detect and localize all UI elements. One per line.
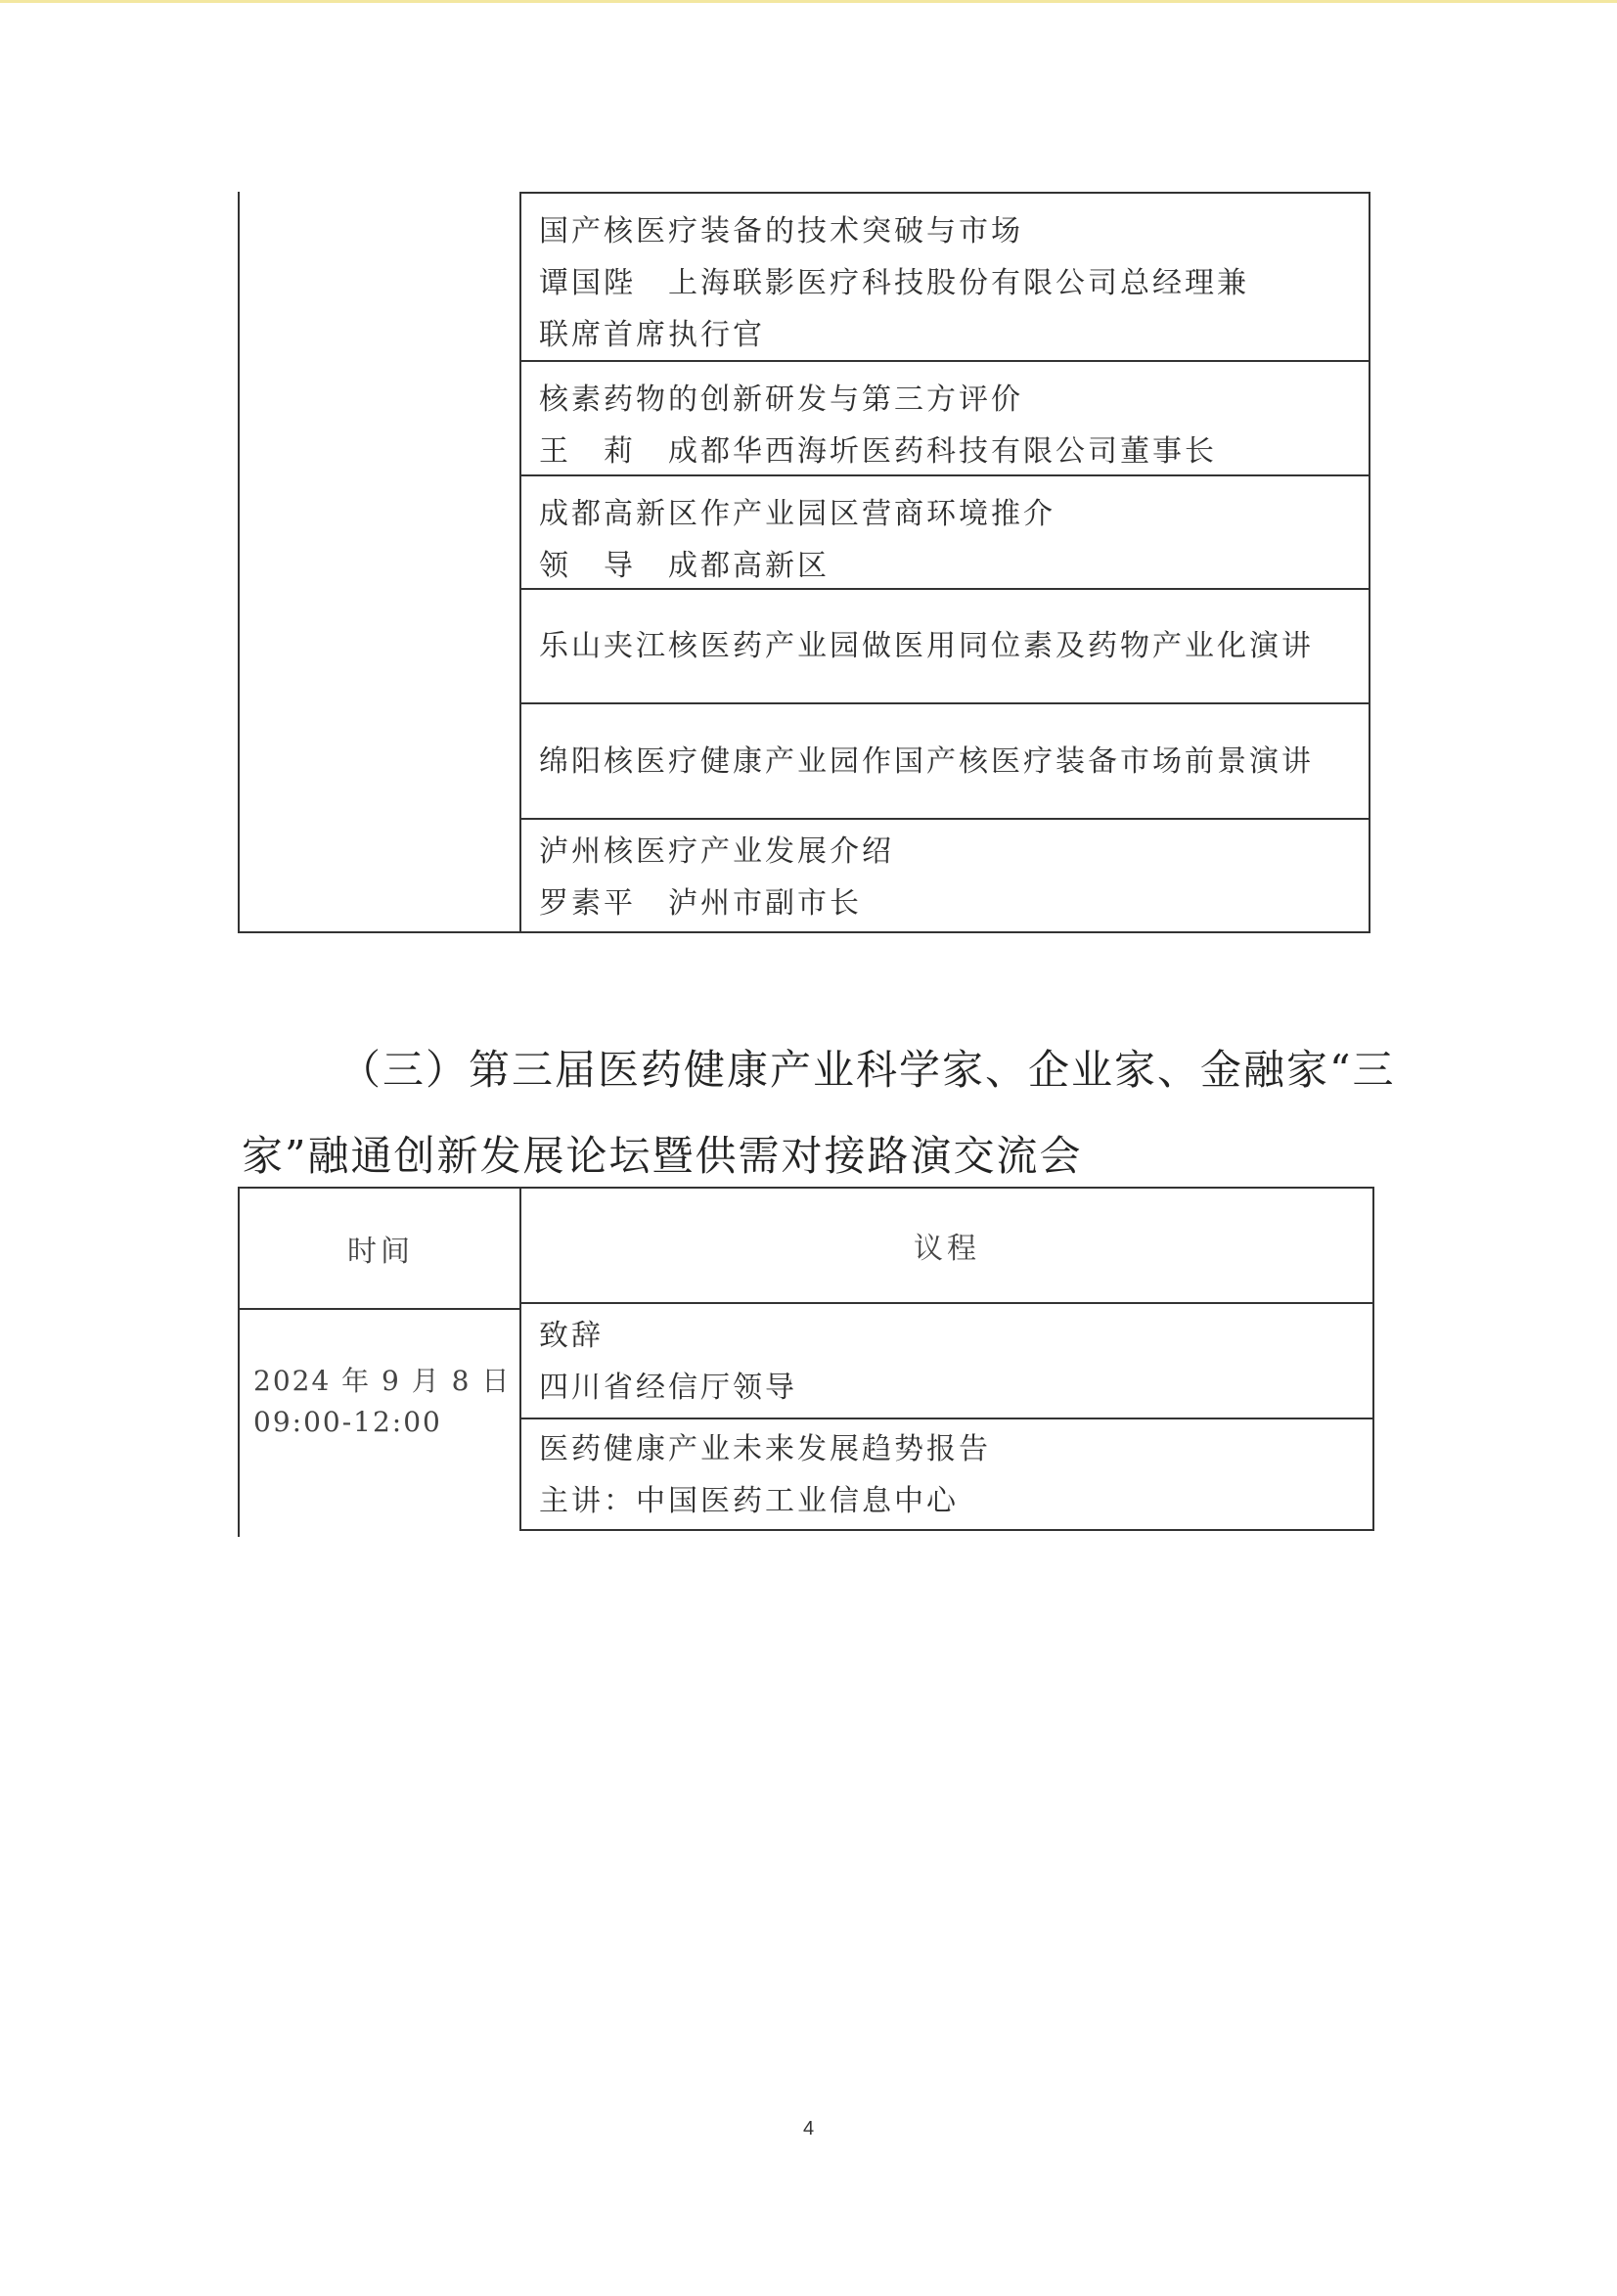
table2-header-time: 时间 xyxy=(238,1187,521,1310)
table1-left-border xyxy=(238,192,240,933)
agenda-title: 绵阳核医疗健康产业园作国产核医疗装备市场前景演讲 xyxy=(539,743,1314,779)
agenda-speaker: 四川省经信厅领导 xyxy=(539,1371,797,1405)
section-heading-line2: 家”融通创新发展论坛暨供需对接路演交流会 xyxy=(242,1132,1083,1180)
agenda-speaker: 领 导 成都高新区 xyxy=(539,549,830,583)
agenda-title: 泸州核医疗产业发展介绍 xyxy=(539,834,894,869)
agenda-title: 致辞 xyxy=(539,1319,604,1353)
agenda-row xyxy=(521,704,1369,820)
agenda-row xyxy=(521,820,1369,931)
agenda-row xyxy=(521,362,1369,476)
agenda-row xyxy=(521,1419,1372,1529)
section-heading xyxy=(242,1027,1396,1199)
agenda-speaker: 主讲：中国医药工业信息中心 xyxy=(539,1484,959,1518)
table2-header-agenda: 议程 xyxy=(521,1189,1372,1304)
section-heading-line1: （三）第三届医药健康产业科学家、企业家、金融家“三 xyxy=(339,1046,1396,1094)
page-number: 4 xyxy=(802,2118,815,2139)
agenda-title: 乐山夹江核医药产业园做医用同位素及药物产业化演讲 xyxy=(539,629,1314,663)
agenda-row xyxy=(521,194,1369,362)
agenda-speaker: 王 莉 成都华西海圻医药科技有限公司董事长 xyxy=(539,434,1217,469)
agenda-speaker-title: 联席首席执行官 xyxy=(539,318,765,352)
agenda-title: 国产核医疗装备的技术突破与市场 xyxy=(539,214,1023,248)
session-time: 09:00-12:00 xyxy=(253,1406,442,1438)
agenda-row xyxy=(521,590,1369,704)
agenda-speaker: 罗素平 泸州市副市长 xyxy=(539,886,862,921)
table2-agenda-column xyxy=(519,1187,1374,1531)
table2-time-cell xyxy=(238,1310,521,1537)
table2-time-column xyxy=(238,1187,521,1537)
page-top-rule xyxy=(0,0,1617,3)
table1-left-bottom-border xyxy=(238,931,521,933)
agenda-title: 核素药物的创新研发与第三方评价 xyxy=(539,383,1023,417)
agenda-row xyxy=(521,1304,1372,1419)
agenda-title: 成都高新区作产业园区营商环境推介 xyxy=(539,497,1056,531)
session-date: 2024 年 9 月 8 日 xyxy=(253,1365,512,1397)
agenda-row xyxy=(521,476,1369,590)
table1-agenda-column xyxy=(519,192,1370,933)
agenda-title: 医药健康产业未来发展趋势报告 xyxy=(539,1432,991,1466)
agenda-speaker: 谭国陛 上海联影医疗科技股份有限公司总经理兼 xyxy=(539,266,1249,300)
